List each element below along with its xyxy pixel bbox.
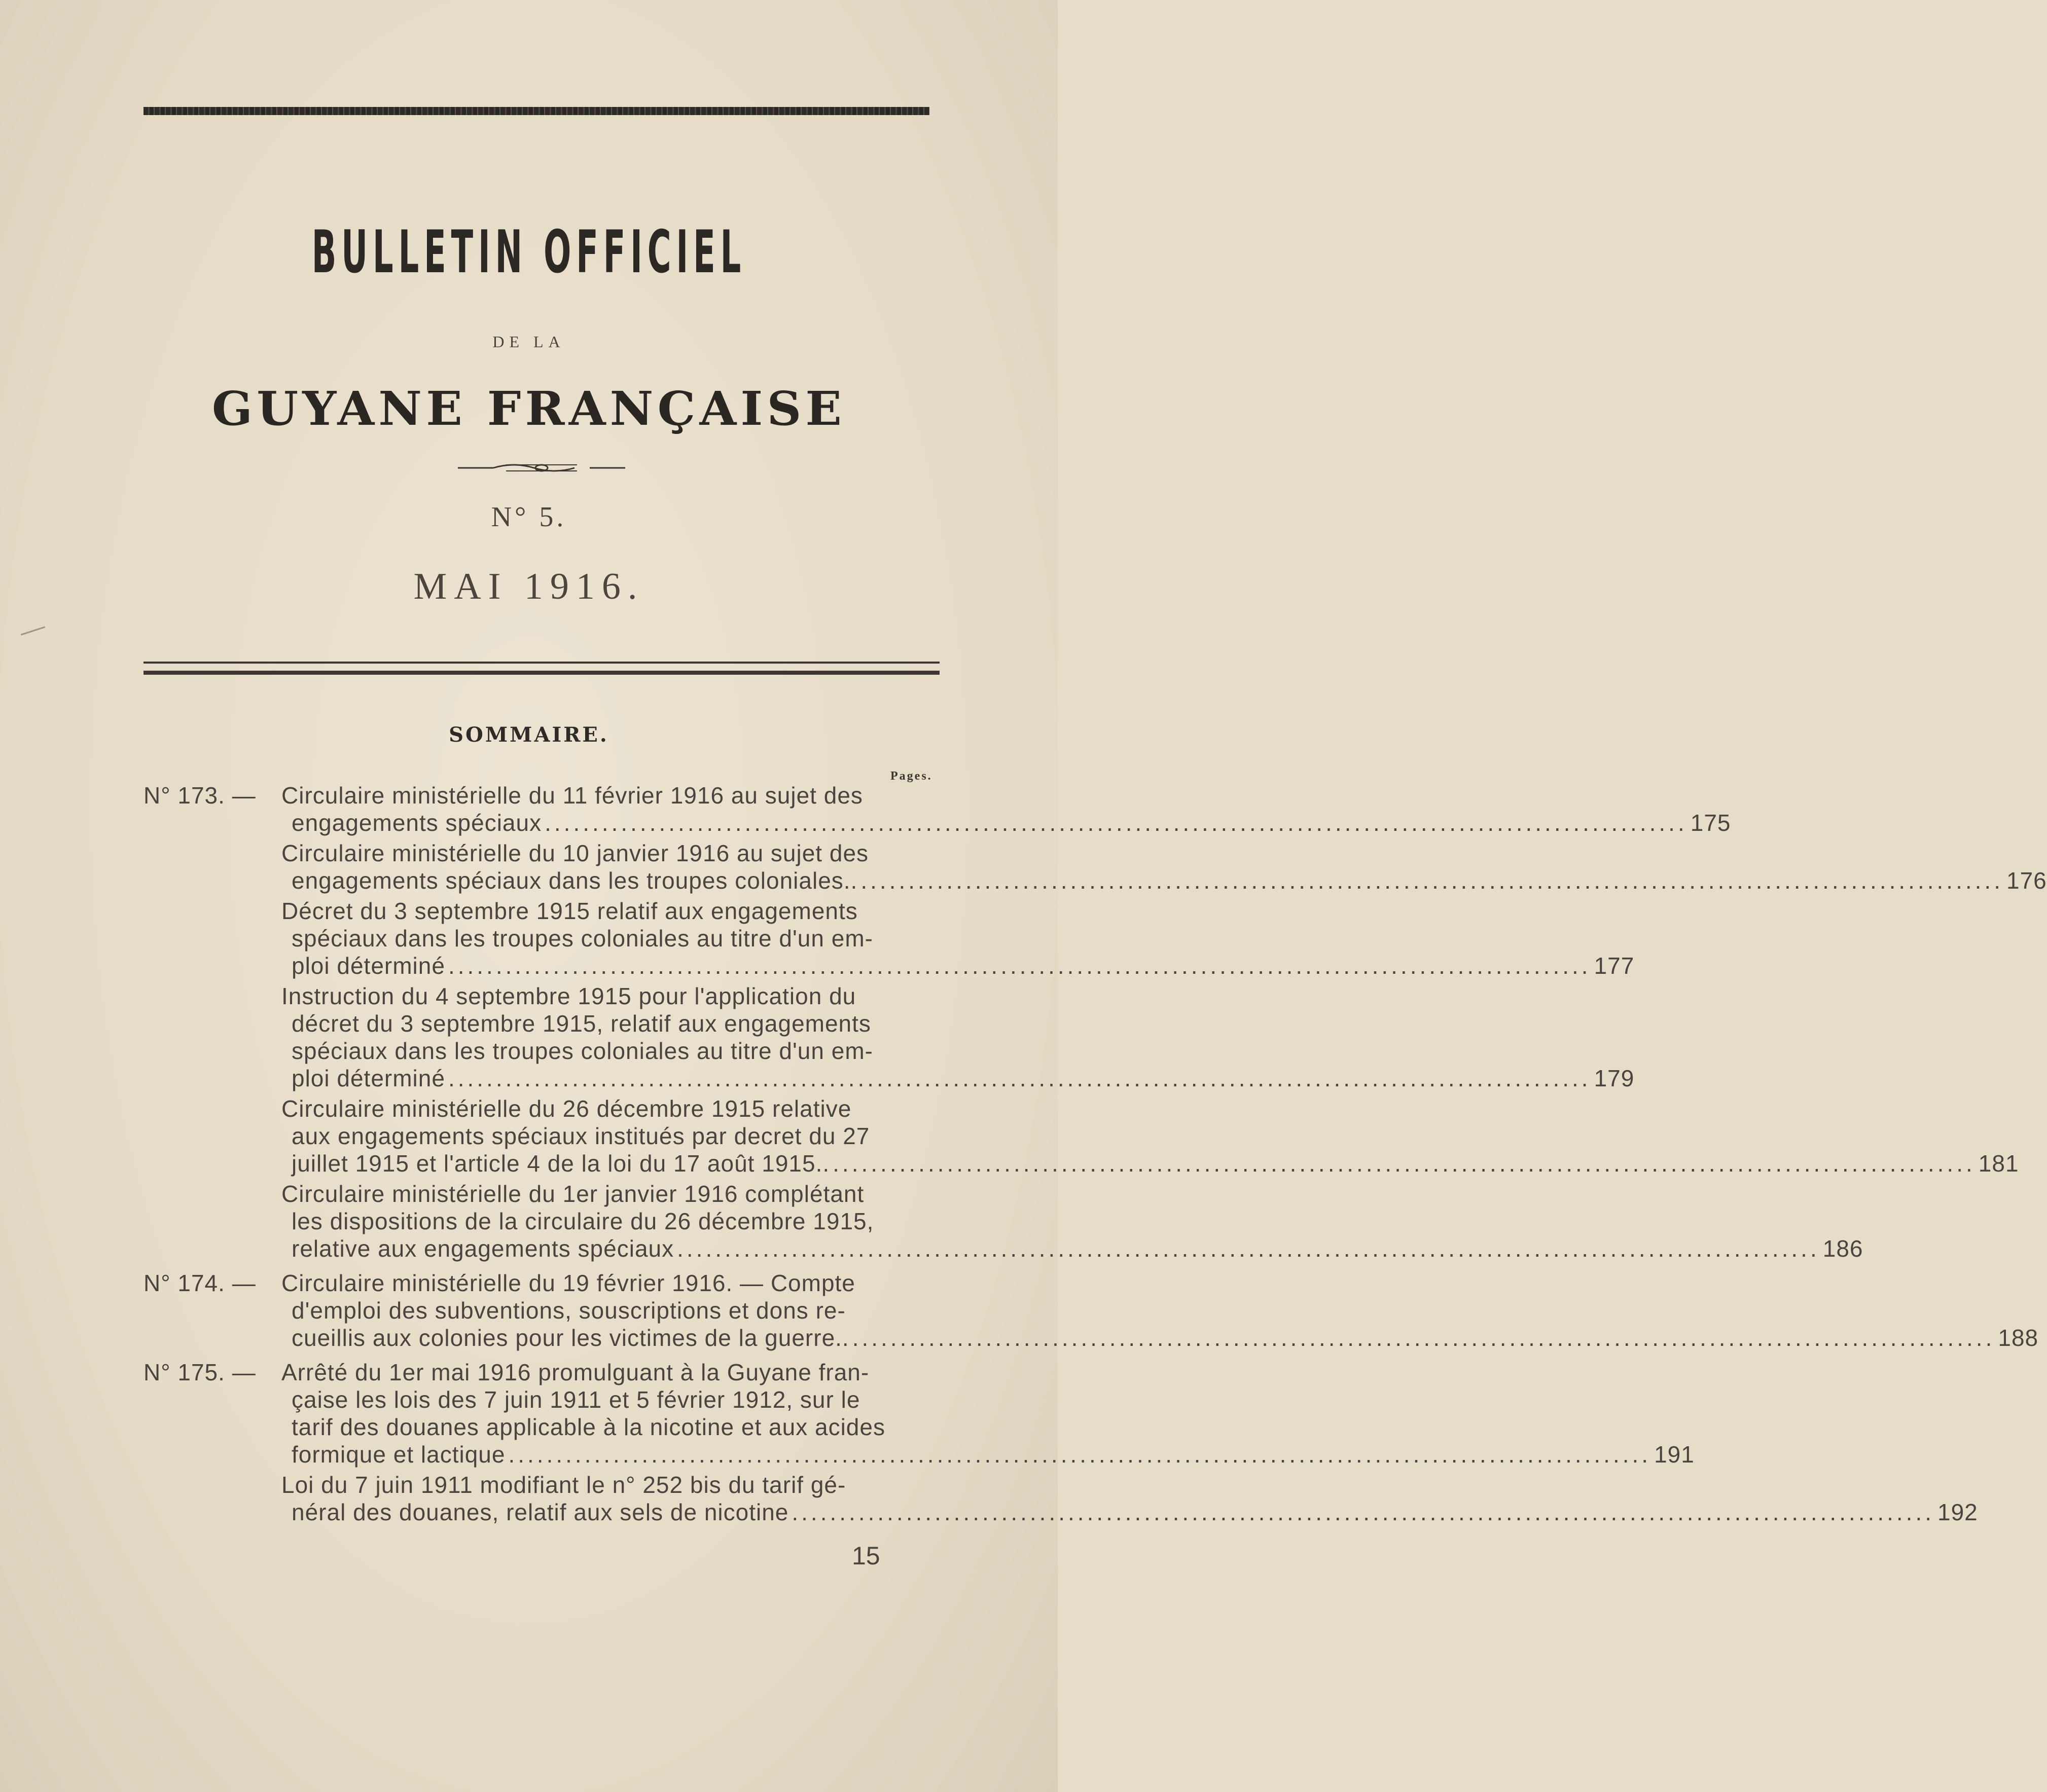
entry-page: 181 <box>1978 1150 2019 1177</box>
leader-dots: ........................................................................................................................ <box>545 810 1687 836</box>
colony-title: GUYANE FRANÇAISE <box>211 381 846 436</box>
entry-description <box>280 1095 2019 1177</box>
toc-entry <box>143 782 1731 836</box>
entry-line: Loi du 7 juin 1911 modifiant le n° 252 bis du tarif gé- <box>281 1472 846 1498</box>
pages-column-label: Pages. <box>890 770 932 783</box>
top-rule <box>143 107 929 115</box>
leader-dots: ........................................................................................................................ <box>677 1235 1820 1262</box>
leader-dots: ........................................................................................................................ <box>448 953 1591 979</box>
entry-page: 192 <box>1937 1499 1978 1525</box>
toc-entry <box>143 1359 1695 1468</box>
entry-number <box>143 1471 280 1526</box>
entry-page: 179 <box>1594 1065 1635 1091</box>
entry-line: les dispositions de la circulaire du 26 décembre 1915, <box>292 1208 874 1234</box>
entry-last-line: relative aux engagements spéciaux <box>292 1235 674 1262</box>
issue-number: N° 5. <box>491 501 567 533</box>
entry-page: 176 <box>2006 867 2047 894</box>
title-connector: DE LA <box>492 333 565 351</box>
entry-last-line: cueillis aux colonies pour les victimes de la guerre.. <box>292 1325 849 1351</box>
toc-entry <box>143 1180 1863 1262</box>
entry-page: 175 <box>1690 810 1731 836</box>
entry-line: Instruction du 4 septembre 1915 pour l'application du <box>281 983 856 1009</box>
entry-line: aux engagements spéciaux institués par decret du 27 <box>292 1123 870 1149</box>
entry-last-line: formique et lactique <box>292 1441 506 1468</box>
entry-line: spéciaux dans les troupes coloniales au titre d'un em- <box>292 925 873 952</box>
entry-line: Circulaire ministérielle du 10 janvier 1916 au sujet des <box>281 840 869 866</box>
entry-line: Circulaire ministérielle du 26 décembre 1915 relative <box>281 1095 852 1122</box>
entry-last-line: juillet 1915 et l'article 4 de la loi du 17 août 1915.. <box>292 1150 830 1177</box>
entry-description <box>280 839 2047 894</box>
toc-entry <box>143 897 1635 979</box>
entry-description <box>280 782 1731 836</box>
leader-dots: ........................................................................................................................ <box>833 1150 1976 1177</box>
entry-number: N° 173. — <box>143 782 256 809</box>
entry-line: Circulaire ministérielle du 11 février 1916 au sujet des <box>281 782 863 809</box>
entry-description <box>280 1269 2038 1351</box>
entry-page: 177 <box>1594 953 1635 979</box>
leader-dots: ........................................................................................................................ <box>792 1499 1935 1525</box>
ornament-divider <box>458 458 625 478</box>
leader-dots: ........................................................................................................................ <box>508 1441 1651 1468</box>
entry-line: spéciaux dans les troupes coloniales au titre d'un em- <box>292 1038 873 1064</box>
entry-number <box>143 1095 280 1177</box>
issue-date: MAI 1916. <box>413 566 644 607</box>
entry-description <box>280 1471 1978 1526</box>
entry-line: d'emploi des subventions, souscriptions et dons re- <box>292 1297 846 1324</box>
entry-line: çaise les lois des 7 juin 1911 et 5 février 1912, sur le <box>292 1386 860 1413</box>
toc-entry <box>143 982 1635 1092</box>
entry-number: N° 175. — <box>143 1359 256 1385</box>
entry-last-line: ploi déterminé <box>292 953 445 979</box>
entry-line: Décret du 3 septembre 1915 relatif aux engagements <box>281 898 858 924</box>
entry-line: tarif des douanes applicable à la nicotine et aux acides <box>292 1414 885 1440</box>
toc-entry <box>143 1269 2039 1351</box>
paper-mark <box>21 626 45 635</box>
toc-entry <box>143 1471 1978 1526</box>
leader-dots: ........................................................................................................................ <box>860 867 2003 894</box>
entry-last-line: néral des douanes, relatif aux sels de nicotine <box>292 1499 789 1525</box>
bulletin-title: BULLETIN OFFICIEL <box>311 218 746 286</box>
entry-page: 191 <box>1654 1441 1695 1468</box>
entry-line: Circulaire ministérielle du 19 février 1916. — Compte <box>281 1270 855 1296</box>
entry-number <box>143 839 280 894</box>
table-of-contents <box>143 782 2047 1529</box>
entry-description <box>280 1359 1695 1468</box>
entry-number <box>143 982 280 1092</box>
entry-description <box>280 897 1634 979</box>
double-rule-thick <box>143 671 940 675</box>
entry-last-line: engagements spéciaux dans les troupes coloniales.. <box>292 867 858 894</box>
entry-page: 186 <box>1822 1235 1863 1262</box>
leader-dots: ........................................................................................................................ <box>852 1325 1995 1351</box>
entry-page: 188 <box>1998 1325 2039 1351</box>
entry-number <box>143 1180 280 1262</box>
leader-dots: ........................................................................................................................ <box>448 1065 1591 1091</box>
entry-last-line: ploi déterminé <box>292 1065 445 1091</box>
entry-number <box>143 897 280 979</box>
summary-heading: SOMMAIRE. <box>449 723 609 747</box>
entry-line: décret du 3 septembre 1915, relatif aux engagements <box>292 1010 871 1037</box>
toc-entry <box>143 1095 2019 1177</box>
entry-description <box>280 982 1634 1092</box>
entry-description <box>280 1180 1863 1262</box>
entry-line: Arrêté du 1er mai 1916 promulguant à la Guyane fran- <box>281 1359 870 1385</box>
page-folio: 15 <box>852 1542 880 1570</box>
toc-entry <box>143 839 2047 894</box>
double-rule-thin <box>143 662 940 664</box>
entry-number: N° 174. — <box>143 1270 256 1296</box>
entry-line: Circulaire ministérielle du 1er janvier 1916 complétant <box>281 1181 865 1207</box>
entry-last-line: engagements spéciaux <box>292 810 542 836</box>
